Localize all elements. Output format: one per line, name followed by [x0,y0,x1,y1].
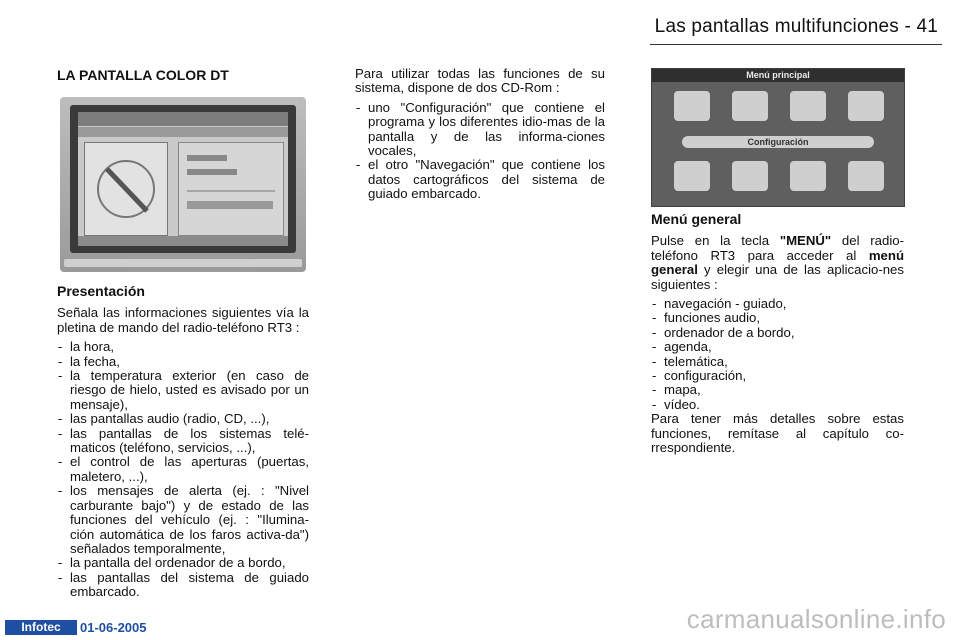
list-item: - uno "Configuración" que contiene el programa y los diferentes idio-mas de la pantalla y de las informa-ciones vocales, [355,101,605,159]
screen-base [64,259,302,267]
presentation-section [57,284,309,605]
screen-map-panel [84,142,168,236]
screen-display [78,112,288,246]
infotec-badge: Infotec [5,620,77,635]
video-icon [848,161,884,191]
agenda-icon [848,91,884,121]
intro-text: Pulse en la tecla [651,233,780,249]
list-item: - el control de las aperturas (puertas, maletero, ...), [57,455,309,484]
list-item: - las pantallas audio (radio, CD, ...), [57,412,309,426]
menu-general-section [651,212,904,461]
telematics-icon [674,161,710,191]
screen-tab-bar [78,127,288,137]
watermark: carmanualsonline.info [686,604,946,634]
menu-general-bold: menú general [651,247,904,278]
list-item: - mapa, [651,383,904,397]
cdrom-intro: Para utilizar todas las funciones de su sistema, dispone de dos CD-Rom : [355,66,605,96]
list-item: - funciones audio, [651,311,904,325]
list-item: - ordenador de a bordo, [651,326,904,340]
list-item: - telemática, [651,355,904,369]
color-screen-photo [60,97,306,272]
configuration-band: Configuración [682,136,874,148]
map-icon [790,161,826,191]
presentation-list [57,340,309,599]
intro-text: del radio-teléfono RT3 para acceder al [651,233,904,263]
list-item: - la fecha, [57,355,309,369]
screen-status-bar [78,112,288,126]
footer-date: 01-06-2005 [80,620,147,635]
list-item: - el otro "Navegación" que contiene los datos cartográficos del sistema de guiado embarcado. [355,158,605,201]
menu-title-bar: Menú principal [652,69,904,82]
screen-bottom-bar [78,236,288,246]
menu-general-intro [651,234,904,292]
list-item: - la pantalla del ordenador de a bordo, [57,556,309,570]
section-title: LA PANTALLA COLOR DT [57,67,229,83]
compass-icon [85,143,167,235]
presentation-title: Presentación [57,283,145,299]
navigation-icon [674,91,710,121]
cd-icon [732,91,768,121]
header-rule [650,44,942,45]
list-item: - configuración, [651,369,904,383]
list-item: - las pantallas del sistema de guiado embarcado. [57,571,309,600]
menu-general-title: Menú general [651,211,742,227]
intro-text: y elegir una de las aplicacio-nes siguientes : [651,262,904,292]
screen-radio-panel [178,142,284,236]
screen-bezel [70,105,296,253]
laptop-icon [790,91,826,121]
menu-key-label: "MENÚ" [779,233,832,249]
menu-general-list [651,297,904,412]
cdrom-list [355,101,605,202]
list-item: - vídeo. [651,398,904,412]
page-header: Las pantallas multifunciones - 41 [654,16,938,37]
main-menu-screenshot [651,68,905,207]
list-item: - navegación - guiado, [651,297,904,311]
list-item: - los mensajes de alerta (ej. : "Nivel carburante bajo") y de estado de las funciones del vehículo (ej. : "Ilumina-ción automática de los faros activa-da") señalados temporalmente, [57,484,309,556]
settings-icon [732,161,768,191]
list-item: - las pantallas de los sistemas telé-maticos (teléfono, servicios, ...), [57,427,309,456]
list-item: - la hora, [57,340,309,354]
cdrom-section [355,67,605,207]
presentation-intro: Señala las informaciones siguientes vía la pletina de mando del radio-teléfono RT3 : [57,305,309,335]
menu-general-outro: Para tener más detalles sobre estas funciones, remítase al capítulo co-rrespondiente. [651,411,904,456]
list-item: - agenda, [651,340,904,354]
radio-bars-icon [179,143,283,235]
list-item: - la temperatura exterior (en caso de riesgo de hielo, usted es avisado por un mensaje), [57,369,309,412]
